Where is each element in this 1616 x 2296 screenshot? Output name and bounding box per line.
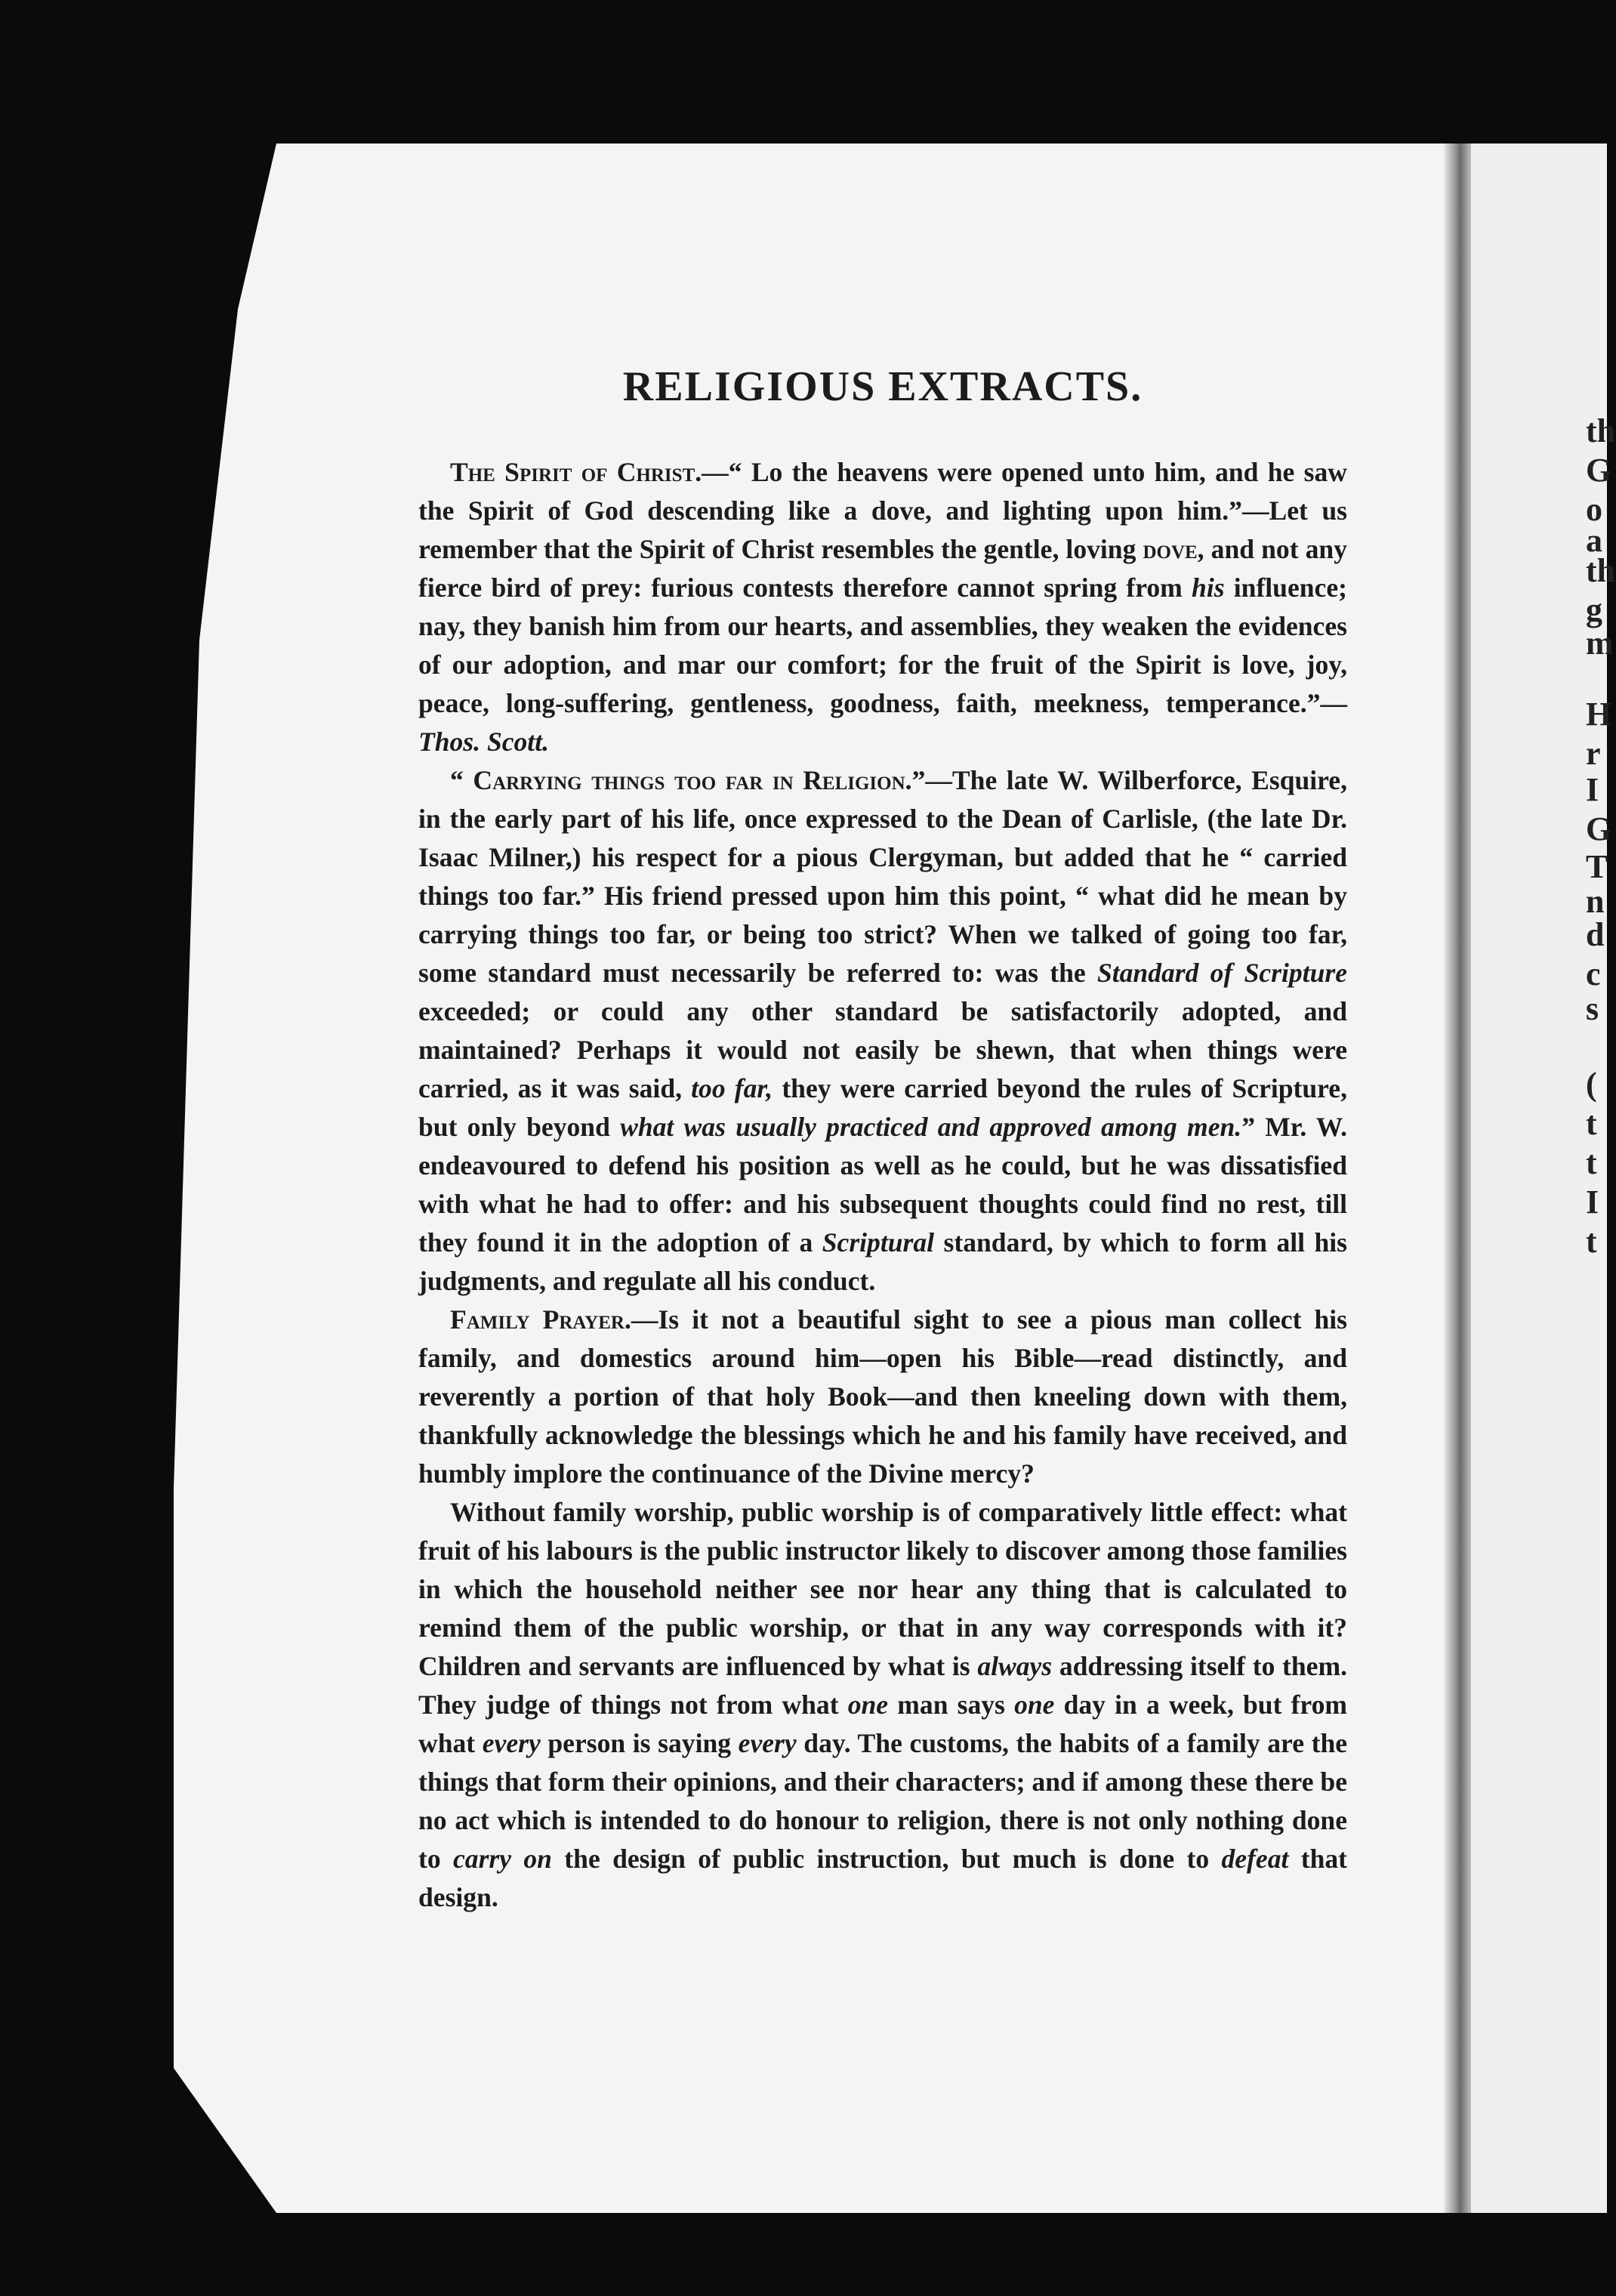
- paragraph-text: influence; nay, they banish him from our hearts, and assemblies, they weaken the evidences of our adoption, and mar our comfort; for the fruit of the Spirit is love, joy, peace, long-suffering, gentleness, goodness, faith, meekness, temperance.”—: [418, 572, 1347, 718]
- book-spine: [1444, 144, 1471, 2213]
- facing-fragment: G: [1586, 810, 1612, 847]
- facing-fragment: n: [1586, 883, 1605, 920]
- paragraph-text: standard, by which to form all his judgments, and regulate all his conduct.: [418, 1227, 1347, 1296]
- article-content: [418, 363, 1347, 1917]
- emphasis: every: [482, 1728, 541, 1758]
- page-title: RELIGIOUS EXTRACTS.: [622, 363, 1143, 410]
- paragraph-text: exceeded; or could any other standard be satisfactorily adopted, and maintained? Perhaps it would not easily be shewn, that when things were carried, as it was said,: [418, 996, 1347, 1103]
- emphasis: always: [977, 1651, 1053, 1681]
- emphasis: every: [738, 1728, 797, 1758]
- emphasis: Standard of Scripture: [1096, 958, 1347, 988]
- facing-fragment: th: [1586, 412, 1616, 449]
- facing-fragment: m: [1586, 625, 1614, 662]
- section-heading: The Spirit of Christ.: [450, 457, 702, 487]
- facing-fragment: t: [1586, 1223, 1597, 1260]
- facing-fragment: th: [1586, 552, 1616, 589]
- emphasis: too far,: [691, 1073, 773, 1103]
- emphasis: defeat: [1221, 1844, 1289, 1874]
- paragraph-text: Without family worship, public worship is of comparatively little effect: what fruit of his labours is the public instructor likely to discover among those families in which the household neither see nor hear any thing that is calculated to remind them of the public worship, or that in any way corresponds with it? Children and servants are influenced by what is: [418, 1497, 1347, 1681]
- paragraph-text: addressing itself to them. They judge of things not from what: [418, 1651, 1348, 1720]
- facing-fragment: r: [1586, 735, 1601, 772]
- facing-fragment: d: [1586, 916, 1605, 953]
- author-citation: Thos. Scott.: [418, 727, 549, 757]
- paragraph-text: person is saying: [540, 1728, 739, 1758]
- paragraph-text: the design of public instruction, but much is done to: [551, 1844, 1222, 1874]
- paragraph-text: day in a week, but from what: [418, 1690, 1347, 1758]
- paragraph-text: ” Mr. W. endeavoured to defend his position as well as he could, but he was dissatisfied with what he had to offer: and his subsequent thoughts could find no rest, till they found it in the adoption of a: [418, 1112, 1348, 1258]
- facing-fragment: I: [1586, 1183, 1599, 1221]
- emphasis: what was usually practiced and approved among men.: [620, 1112, 1242, 1142]
- paragraph-text: day. The customs, the habits of a family are the things that form their opinions, and their characters; and if among these there be no act which is intended to do honour to religion, there is not only nothing done to: [418, 1728, 1348, 1874]
- facing-fragment: T: [1586, 848, 1608, 885]
- paragraph-text: and not any fierce bird of prey: furious contests therefore cannot spring from: [418, 534, 1347, 603]
- emphasis: one: [847, 1690, 889, 1720]
- facing-fragment: o: [1586, 491, 1602, 528]
- facing-fragment: a: [1586, 522, 1602, 559]
- section-heading: “ Carrying things too far in Religion.”: [450, 765, 926, 795]
- paragraph-family-worship: [418, 1493, 1347, 1917]
- emphasis: carry on: [452, 1844, 552, 1874]
- paragraph-text: —“ Lo the heavens were opened unto him, and he saw the Spirit of God descending like a dove, and lighting upon him.”—Let us remember that the Spirit of Christ resembles the gentle, loving: [418, 457, 1347, 564]
- paragraph-spirit-of-christ: [418, 453, 1347, 761]
- facing-fragment: g: [1586, 591, 1602, 628]
- facing-fragment: H: [1586, 696, 1612, 733]
- paragraph-text: that design.: [418, 1844, 1347, 1912]
- section-heading: Family Prayer.: [450, 1304, 631, 1335]
- facing-fragment: G: [1586, 452, 1612, 489]
- paragraph-text: —Is it not a beautiful sight to see a pious man collect his family, and domestics around him—open his Bible—read distinctly, and reverently a portion of that holy Book—and then kneeling down with them, thankfully acknowledge the blessings which he and his family have received, and humbly implore the continuance of the Divine mercy?: [418, 1304, 1348, 1489]
- facing-fragment: (: [1586, 1066, 1597, 1103]
- facing-fragment: t: [1586, 1144, 1597, 1181]
- paragraph-carrying-things: [418, 761, 1347, 1301]
- emphasis: one: [1014, 1690, 1055, 1720]
- facing-fragment: t: [1586, 1105, 1597, 1142]
- emphasis: his: [1192, 572, 1225, 603]
- facing-fragment: s: [1586, 990, 1599, 1027]
- paragraph-family-prayer: [418, 1301, 1347, 1493]
- small-caps-word: dove,: [1143, 534, 1204, 564]
- paragraph-text: man says: [888, 1690, 1015, 1720]
- facing-fragment: I: [1586, 771, 1599, 808]
- emphasis: Scriptural: [822, 1227, 935, 1258]
- paragraph-text: —The late W. Wilberforce, Esquire, in the early part of his life, once expressed to the Dean of Carlisle, (the late Dr. Isaac Milner,) his respect for a pious Clergyman, but added that he “ carried things too far.” His friend pressed upon him this point, “ what did he mean by carrying things too far, or being too strict? When we talked of going too far, some standard must necessarily be referred to: was the: [418, 765, 1347, 988]
- facing-fragment: c: [1586, 955, 1601, 992]
- paragraph-text: they were carried beyond the rules of Scripture, but only beyond: [418, 1073, 1347, 1142]
